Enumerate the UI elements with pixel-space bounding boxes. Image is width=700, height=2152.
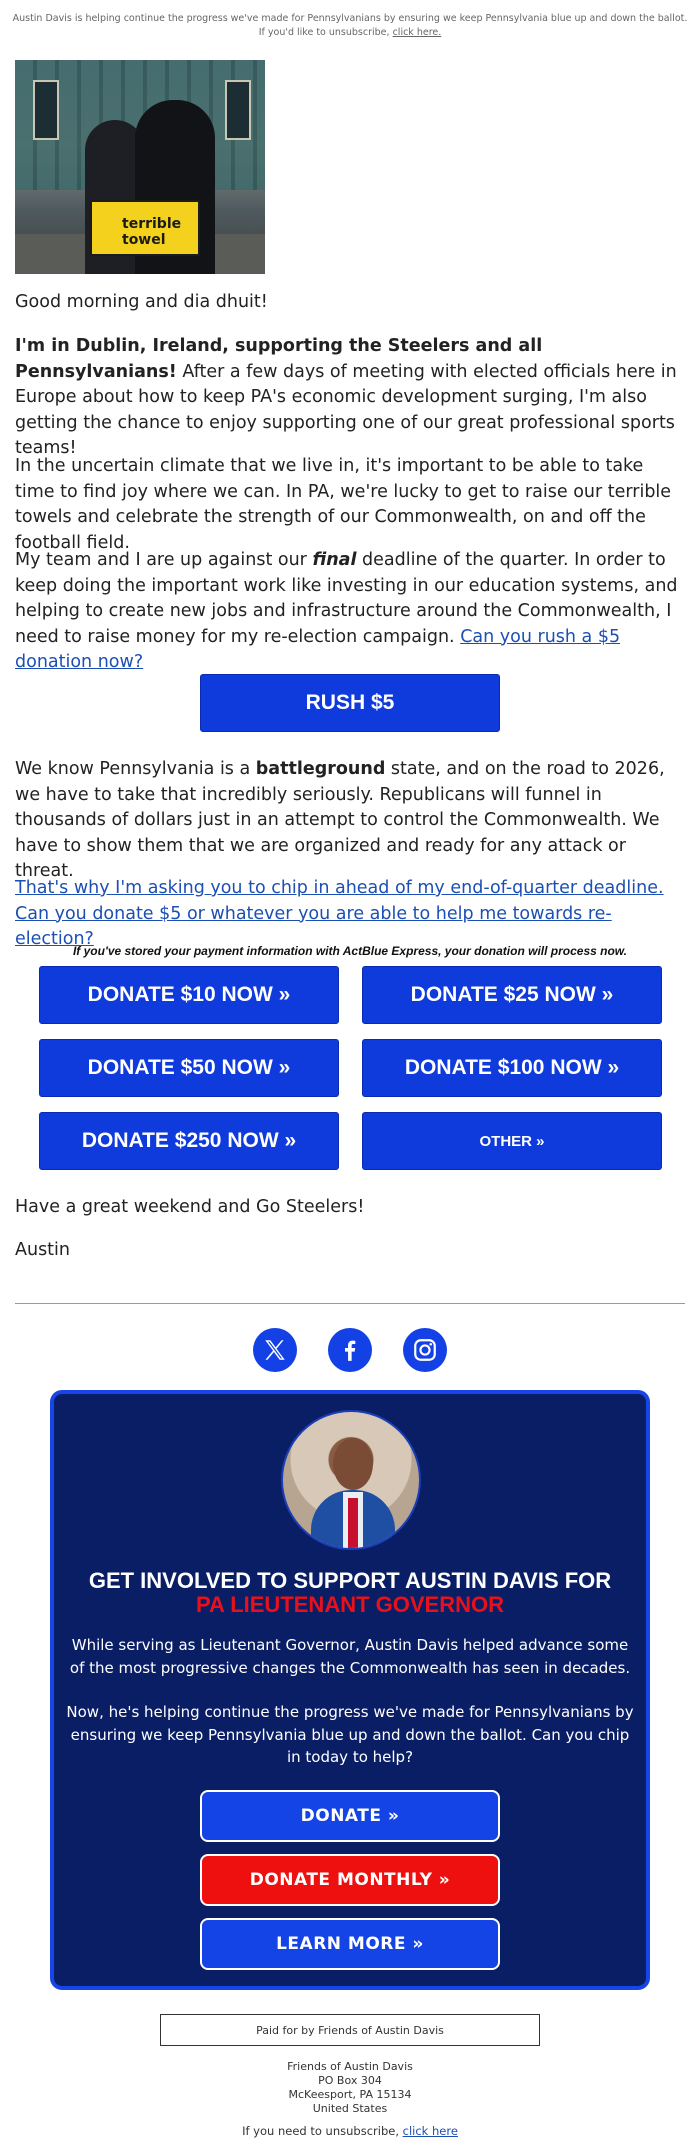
panel-donate-monthly-button[interactable]: DONATE MONTHLY » [200,1854,500,1906]
get-involved-panel [50,1390,650,1990]
terrible-towel: terrible towel [90,200,200,256]
actblue-express-note: If you've stored your payment information with ActBlue Express, your donation will process now. [72,944,628,958]
rush-donation-link[interactable]: Can you rush a $5 donation now? [15,626,621,672]
x-icon[interactable] [253,1328,297,1372]
avatar-austin-davis [281,1410,421,1550]
hero-photo-steelers-towel [15,60,265,274]
panel-donate-button[interactable]: DONATE » [200,1790,500,1842]
donate-250-button[interactable]: DONATE $250 NOW » [39,1112,339,1170]
paragraph-uncertain-climate: In the uncertain climate that we live in, it's important to be able to take time to find joy where we can. In PA, we're lucky to get to raise our terrible towels and celebrate the strength of our Commonwealth, on and off the football field. [15,456,672,553]
closing-line: Have a great weekend and Go Steelers! [15,1197,365,1217]
chip-in-link[interactable]: That's why I'm asking you to chip in ahead of my end-of-quarter deadline. Can you donate $5 or whatever you are able to help me towards re-election? [15,878,664,949]
preheader [0,0,700,40]
paragraph-dublin: I'm in Dublin, Ireland, supporting the Steelers and all Pennsylvanians! After a few days of meeting with elected officials here in Europe about how to keep PA's economic development surging, I'm also getting the chance to enjoy supporting one of our great professional sports teams! [15,336,677,458]
panel-text-chip-in: Now, he's helping continue the progress we've made for Pennsylvanians by ensuring we keep Pennsylvania blue up and down the ballot. Can you chip in today to help? [66,1703,634,1766]
paragraph-chip-in [15,876,685,953]
signature: Austin [15,1240,70,1260]
donate-100-button[interactable]: DONATE $100 NOW » [362,1039,662,1097]
footer-unsubscribe-link[interactable]: click here [402,2124,458,2138]
divider [15,1303,685,1304]
donate-other-button[interactable]: OTHER » [362,1112,662,1170]
panel-text-serving: While serving as Lieutenant Governor, Austin Davis helped advance some of the most progressive changes the Commonwealth has seen in decades. [69,1636,631,1677]
paid-for-disclaimer: Paid for by Friends of Austin Davis [160,2014,540,2046]
donate-10-button[interactable]: DONATE $10 NOW » [39,966,339,1024]
facebook-icon[interactable] [328,1328,372,1372]
preheader-unsubscribe-link[interactable]: click here. [392,27,442,38]
paragraph-battleground: We know Pennsylvania is a battleground state, and on the road to 2026, we have to take that incredibly seriously. Republicans will funnel in thousands of dollars just in an attempt to control the Commonwealth. We have to show them that we are organized and ready for any attack or threat. [15,759,665,881]
preheader-unsubscribe-line: If you'd like to unsubscribe, click here. [258,27,442,38]
instagram-icon[interactable] [403,1328,447,1372]
donate-50-button[interactable]: DONATE $50 NOW » [39,1039,339,1097]
preheader-text: Austin Davis is helping continue the progress we've made for Pennsylvanians by ensuring we keep Pennsylvania blue up and down the ballot. [12,13,688,24]
footer-unsubscribe: If you need to unsubscribe, click here [242,2124,458,2138]
greeting: Good morning and dia dhuit! [15,292,268,312]
footer-address: Friends of Austin Davis PO Box 304 McKeesport, PA 15134 United States [287,2060,413,2115]
donate-25-button[interactable]: DONATE $25 NOW » [362,966,662,1024]
rush-5-button[interactable]: RUSH $5 [200,674,500,732]
panel-learn-more-button[interactable]: LEARN MORE » [200,1918,500,1970]
paragraph-deadline: My team and I are up against our final deadline of the quarter. In order to keep doing the important work like investing in our education systems, and helping to create new jobs and infrastructure around the Commonwealth, I need to raise money for my re-election campaign. Can you rush a $5 donation now? [15,550,678,672]
panel-title-office: PA LIEUTENANT GOVERNOR [195,1592,504,1617]
panel-title: GET INVOLVED TO SUPPORT AUSTIN DAVIS FOR PA LIEUTENANT GOVERNOR [54,1569,646,1617]
